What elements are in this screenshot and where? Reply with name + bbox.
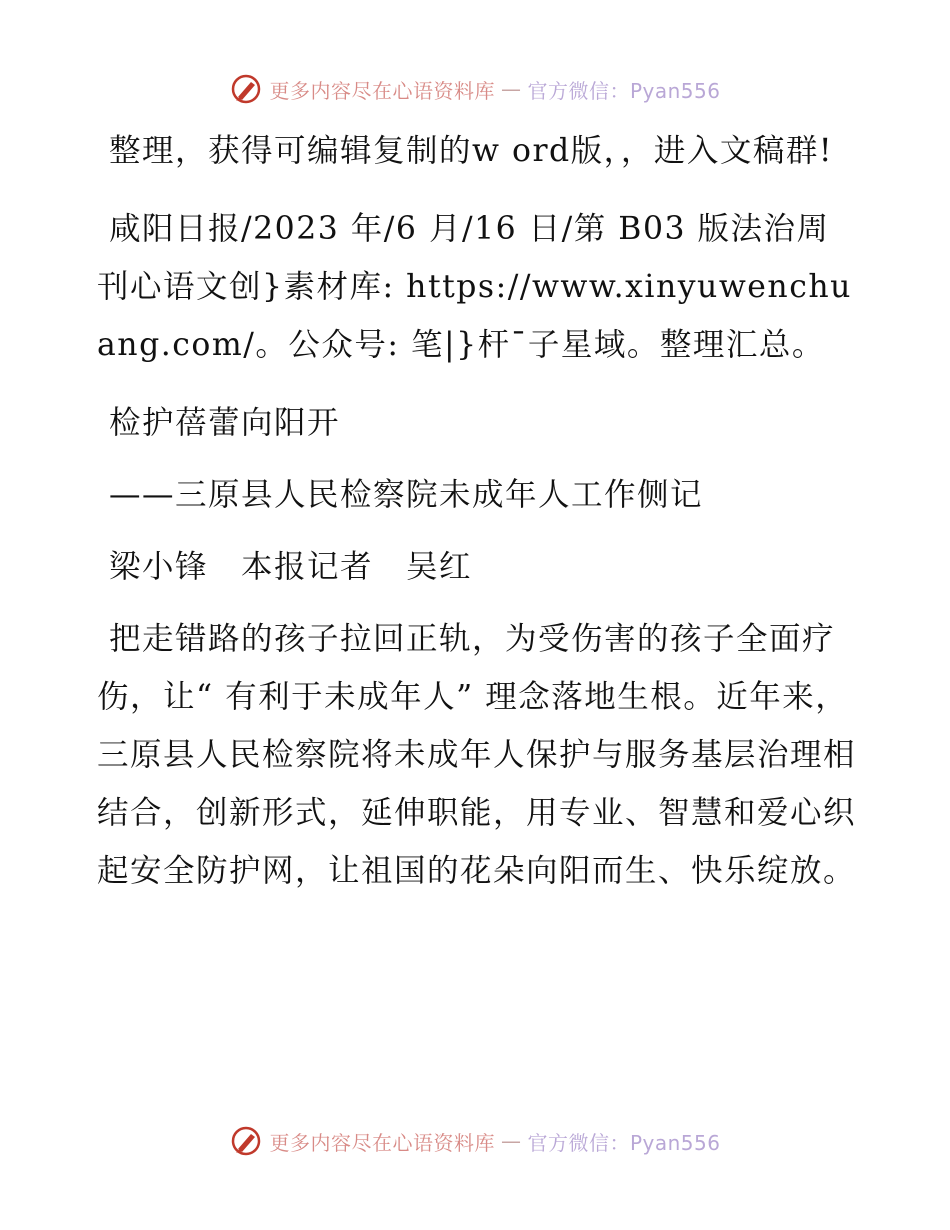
watermark-official-text: 官方微信：Pyan556 [527, 1130, 721, 1155]
paragraph-intro: 整理，获得可编辑复制的w ord版，，进入文稿群! [109, 133, 834, 169]
watermark-main-text: 更多内容尽在心语资料库 [269, 78, 495, 103]
watermark-separator: — [500, 1129, 522, 1153]
watermark-separator: — [500, 77, 522, 101]
pen-logo-icon [229, 72, 263, 106]
pen-logo-icon [229, 1124, 263, 1158]
paragraph-source: 咸阳日报/2023 年/6 月/16 日/第 B03 版法治周刊心语文创}素材库: https://www.xinyuwenchuang.com/。公众号: 笔|}杆¯子星域。整理汇总。 [97, 211, 852, 363]
article-subtitle: ——三原县人民检察院未成年人工作侧记 [109, 477, 704, 513]
article-byline: 梁小锋 本报记者 吴红 [109, 549, 473, 585]
paragraph-lead: 把走错路的孩子拉回正轨，为受伤害的孩子全面疗伤，让“ 有利于未成年人” 理念落地生根。近年来，三原县人民检察院将未成年人保护与服务基层治理相结合，创新形式，延伸职能，用专业、智慧和爱心织起安全防护网，让祖国的花朵向阳而生、快乐绽放。 [97, 621, 857, 889]
header-watermark [0, 72, 950, 106]
document-body [97, 122, 857, 920]
footer-watermark [0, 1124, 950, 1158]
watermark-main-text: 更多内容尽在心语资料库 [269, 1130, 495, 1155]
watermark-official-text: 官方微信：Pyan556 [527, 78, 721, 103]
article-title: 检护蓓蕾向阳开 [109, 405, 341, 441]
